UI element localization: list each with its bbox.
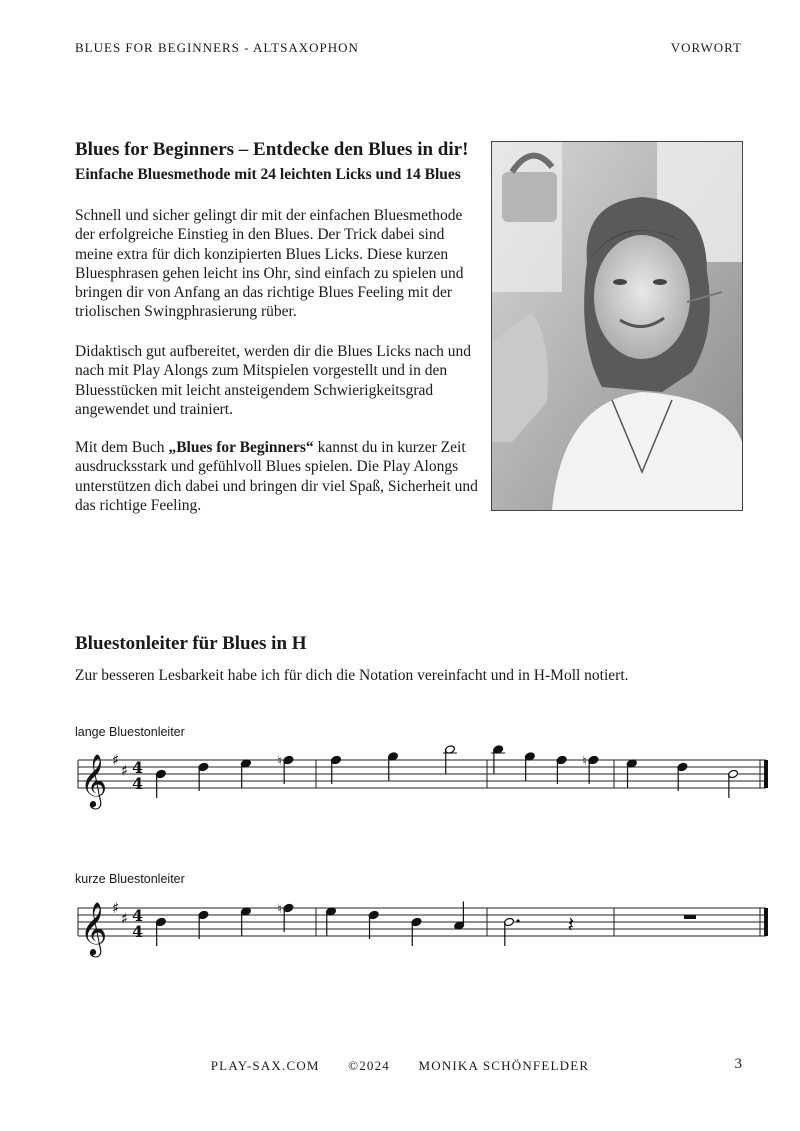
footer xyxy=(0,1058,800,1074)
footer-site: PLAY-SAX.COM xyxy=(210,1058,320,1073)
running-header-section: VORWORT xyxy=(670,40,742,55)
portrait-illustration xyxy=(492,142,742,510)
time-signature-bottom: 4 xyxy=(132,922,144,941)
augmentation-dot xyxy=(516,919,519,922)
time-signature-bottom: 4 xyxy=(132,774,144,793)
p3-text-end: kannst du in kurzer Zeit ausdrucksstark und gefühlvoll Blues spielen. Die Play Alongs unterstützen dich dabei und bringen dir viel Spaß, Sicherheit und das richtige Feeling. xyxy=(75,439,478,514)
running-header-title: BLUES FOR BEGINNERS - ALTSAXOPHON xyxy=(75,40,359,55)
page-subtitle: Einfache Bluesmethode mit 24 leichten Licks und 14 Blues xyxy=(75,166,461,183)
footer-author: MONIKA SCHÖNFELDER xyxy=(418,1058,590,1073)
staff-label-short: kurze Bluestonleiter xyxy=(75,872,185,886)
treble-clef-icon: 𝄞 xyxy=(80,901,108,955)
sharp-icon: ♯ xyxy=(112,899,120,917)
scale-intro-text: Zur besseren Lesbarkeit habe ich für dich die Notation vereinfacht und in H-Moll notiert. xyxy=(75,667,629,684)
sharp-icon: ♯ xyxy=(121,761,129,780)
treble-clef-icon: 𝄞 xyxy=(80,753,108,807)
p3-text-start: Mit dem Buch xyxy=(75,439,169,456)
intro-paragraph-1: Schnell und sicher gelingt dir mit der einfachen Bluesmethode der erfolgreiche Einstieg in den Blues. Der Trick dabei sind meine extra für dich konzipierten Blues Licks. Diese kurzen Bluesphrasen gehen leicht ins Ohr, sind einfach zu spielen und bringen dir von Anfang an das richtige Blues Feeling mit der triolischen Swingphrasierung rüber. xyxy=(75,207,464,321)
page-title: Blues for Beginners – Entdecke den Blues in dir! xyxy=(75,139,469,160)
scale-heading: Bluestonleiter für Blues in H xyxy=(75,633,307,654)
natural-sign-icon: ♮ xyxy=(582,754,588,769)
staff-label-long: lange Bluestonleiter xyxy=(75,725,185,739)
quarter-rest-icon: 𝄽 xyxy=(567,913,575,938)
time-signature-top: 4 xyxy=(132,906,144,925)
sharp-icon: ♯ xyxy=(121,909,129,928)
staff-short-blues-scale xyxy=(74,888,774,958)
intro-paragraph-2: Didaktisch gut aufbereitet, werden dir die Blues Licks nach und nach mit Play Alongs zum Mitspielen vorgestellt und in den Bluesstücken mit leicht ansteigendem Schwierigkeitsgrad angewendet und trainiert. xyxy=(75,343,471,418)
natural-sign-icon: ♮ xyxy=(277,902,283,917)
sharp-icon: ♯ xyxy=(112,751,120,769)
natural-sign-icon: ♮ xyxy=(277,754,283,769)
staff-long-blues-scale xyxy=(74,740,774,810)
page-number: 3 xyxy=(734,1056,742,1072)
whole-rest-icon xyxy=(684,915,696,919)
book-title-bold: „Blues for Beginners“ xyxy=(168,439,314,456)
footer-copyright: ©2024 xyxy=(348,1058,391,1073)
intro-paragraph-3 xyxy=(75,438,485,515)
portrait-photo xyxy=(491,141,743,511)
time-signature-top: 4 xyxy=(132,758,144,777)
